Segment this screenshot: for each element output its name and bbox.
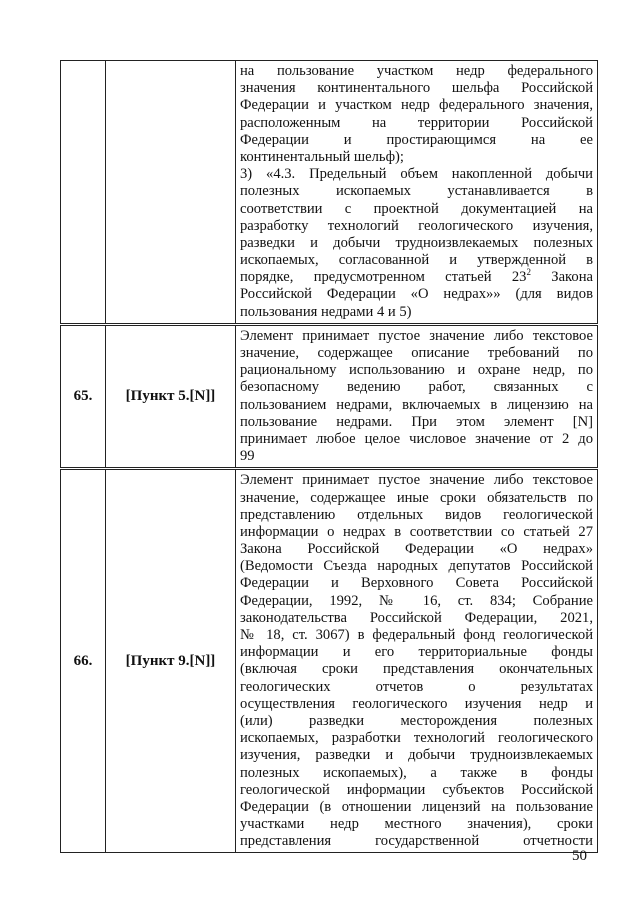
row-number-cell: [61, 61, 106, 325]
description-cell: [236, 324, 598, 469]
table-row: [61, 61, 598, 325]
text-line: значение, содержащее иные сроки обязательств по: [240, 489, 593, 506]
description-cell: [236, 469, 598, 853]
text-line: полезных ископаемых устанавливается в: [240, 183, 593, 200]
table-row: [61, 324, 598, 469]
superscript: 2: [526, 267, 531, 278]
text-line: № 18, ст. 3067) в федеральный фонд геологической: [240, 627, 593, 643]
text-fragment: порядке, предусмотренном статьей 23: [240, 269, 527, 286]
text-line: ископаемых, разработки технологий геологического: [240, 730, 593, 747]
field-name-cell: [106, 324, 236, 469]
field-name-cell: [106, 61, 236, 325]
text-line: Федерации и Верховного Совета Российской: [240, 575, 593, 592]
text-line: значение, содержащее описание требований по: [240, 345, 593, 361]
text-line: расположенным на территории Российской: [240, 114, 593, 131]
row-number: 65.: [73, 388, 93, 405]
text-line: информации о недрах в соответствии со статьей 27: [240, 523, 593, 540]
text-line: значения континентального шельфа Российской: [240, 80, 593, 97]
table-row: [61, 469, 598, 853]
text-line: Федерации, 1992, № 16, ст. 834; Собрание: [240, 592, 593, 609]
text-line: разработку технологий геологического изучения,: [240, 217, 593, 234]
text-line: информации и его территориальные фонды: [240, 644, 593, 661]
text-line: представлению отдельных видов геологической: [240, 506, 593, 523]
text-line: пользованием недрами, включаемых в лицензию на: [240, 396, 593, 413]
text-line: 99: [240, 448, 255, 465]
text-line: участками недр местного значения), сроки: [240, 816, 593, 833]
text-line: (Ведомости Съезда народных депутатов Российской: [240, 558, 593, 575]
text-line: соответствии с проектной документацией на: [240, 200, 593, 217]
text-line: полезных ископаемых), а также в фонды: [240, 764, 593, 781]
text-line: Элемент принимает пустое значение либо текстовое: [240, 472, 593, 489]
text-line: геологических отчетов о результатах: [240, 678, 593, 695]
text-line: Российской Федерации «О недрах»» (для видов: [240, 286, 593, 303]
field-name: [Пункт 5.[N]]: [125, 388, 216, 405]
text-line: Федерации и простирающимся на ее: [240, 131, 593, 148]
text-line-with-superscript: [240, 269, 593, 286]
text-line: на пользование участком недр федерального: [240, 63, 593, 79]
text-line: изучения, разведки и добычи трудноизвлекаемых: [240, 747, 593, 764]
text-fragment: Закона: [530, 269, 593, 286]
row-number: 66.: [73, 652, 93, 669]
row-number-cell: [61, 469, 106, 853]
text-line: 3) «4.3. Предельный объем накопленной добычи: [240, 166, 593, 183]
description-cell: [236, 61, 598, 325]
text-line: Федерации (в отношении лицензий на пользование: [240, 798, 593, 815]
text-line: представления государственной отчетности: [240, 833, 593, 850]
text-line: рациональному использованию и охране недр, по: [240, 362, 593, 379]
text-line: пользования недрами 4 и 5): [240, 303, 412, 320]
text-line: законодательства Российской Федерации, 2021,: [240, 609, 593, 626]
text-line: безопасному ведению работ, связанных с: [240, 379, 593, 396]
text-line: Закона Российской Федерации «О недрах»: [240, 541, 593, 558]
text-line: ископаемых, согласованной и утвержденной в: [240, 252, 593, 269]
text-line: геологической информации субъектов Российской: [240, 781, 593, 798]
row-number-cell: [61, 324, 106, 469]
requirements-table: [60, 60, 598, 853]
field-name: [Пункт 9.[N]]: [125, 652, 216, 669]
field-name-cell: [106, 469, 236, 853]
text-line: принимает любое целое числовое значение от 2 до: [240, 430, 593, 447]
text-line: Элемент принимает пустое значение либо текстовое: [240, 327, 593, 344]
text-line: континентальный шельф);: [240, 148, 404, 165]
text-line: разведки и добычи трудноизвлекаемых полезных: [240, 234, 593, 251]
text-line: Федерации и участком недр федерального значения,: [240, 97, 593, 114]
text-line: осуществления геологического изучения недр и: [240, 695, 593, 712]
text-line: (включая сроки представления окончательных: [240, 661, 593, 678]
text-line: пользование недрами. При этом элемент [N]: [240, 413, 593, 430]
text-line: (или) разведки месторождения полезных: [240, 712, 593, 729]
page-number: 50: [572, 848, 587, 864]
